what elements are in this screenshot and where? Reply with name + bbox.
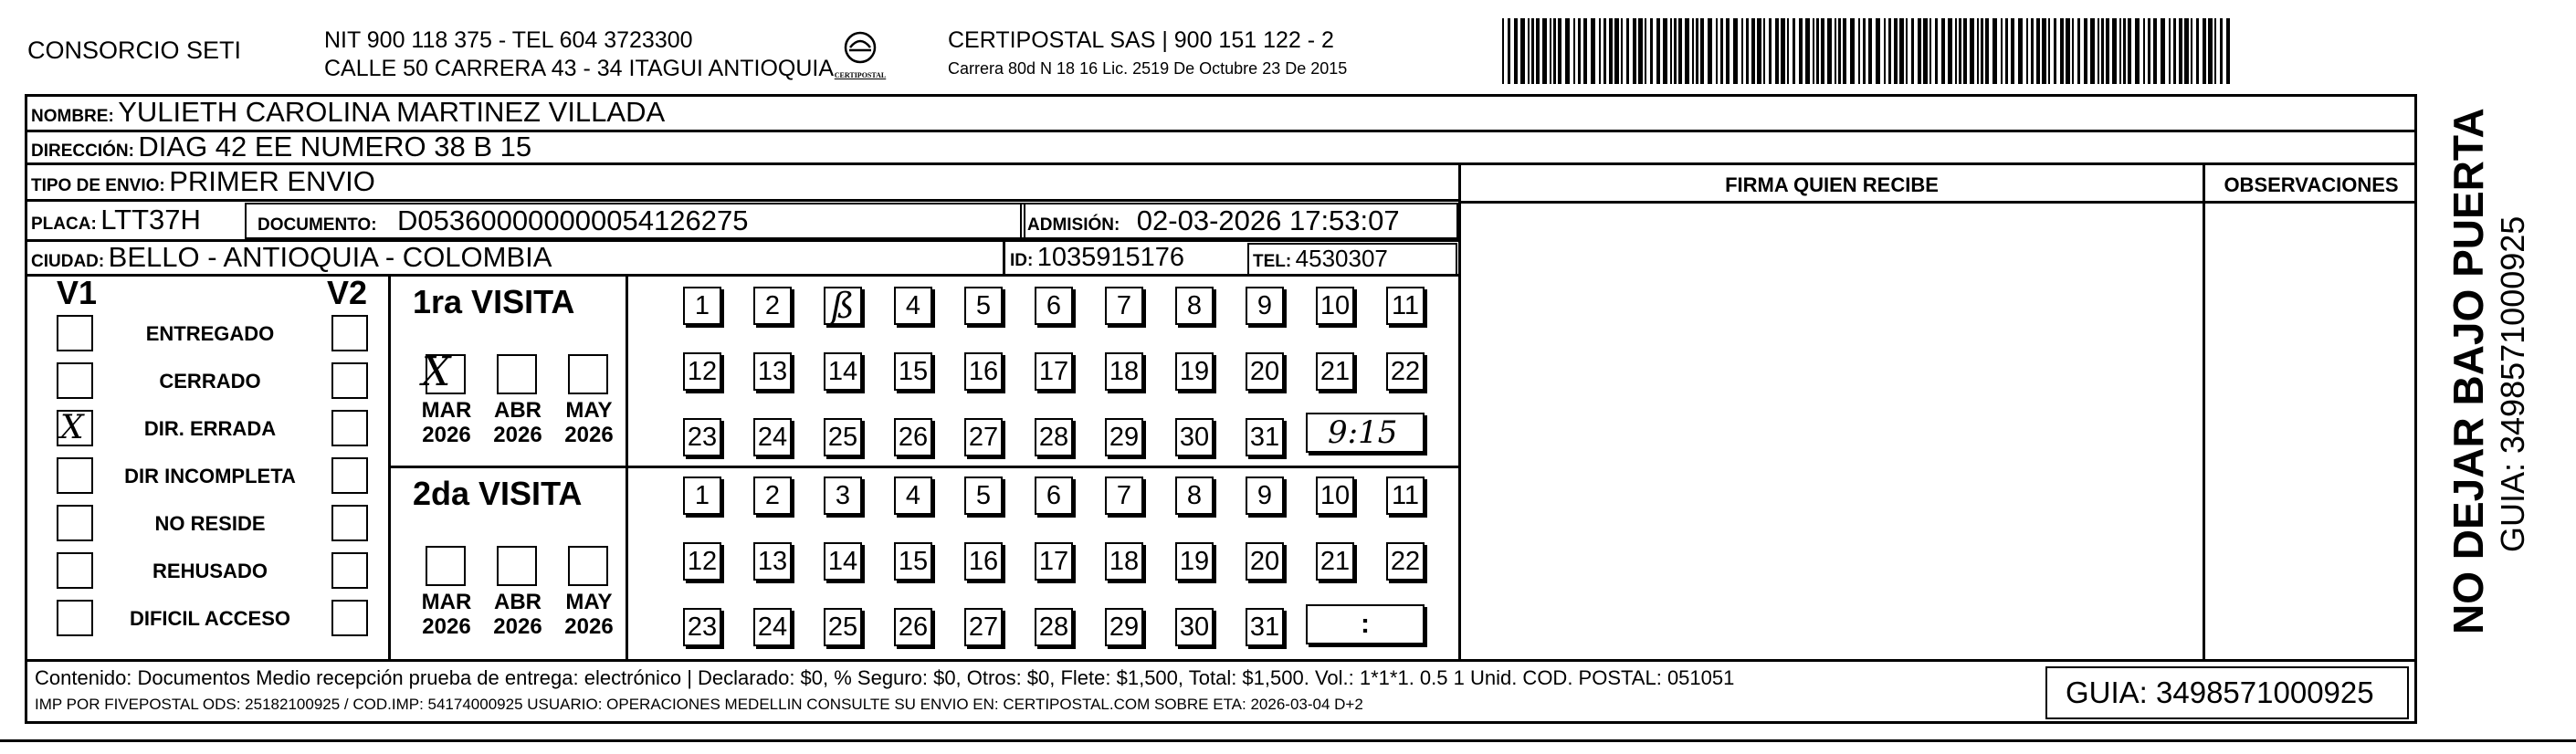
status-label: DIFICIL ACCESO <box>129 607 290 630</box>
direccion-value: DIAG 42 EE NUMERO 38 B 15 <box>138 131 532 162</box>
visit2-time-box <box>1306 604 1425 644</box>
documento-cell <box>258 204 748 237</box>
visit2-time: : <box>1361 609 1370 639</box>
visit1-title: 1ra VISITA <box>413 283 575 320</box>
obs-left-border <box>2203 162 2205 659</box>
visit-divider <box>388 466 1458 468</box>
visit2-month-label: MAY 2026 <box>564 590 614 639</box>
id-label: ID: <box>1010 251 1034 270</box>
v1-check-mark: X <box>60 409 84 446</box>
visit2-day-box[interactable]: 28 <box>1035 608 1073 646</box>
v2-checkbox[interactable] <box>331 410 368 446</box>
v2-label: V2 <box>327 274 368 311</box>
visit2-day-box[interactable]: 15 <box>894 542 932 581</box>
v2-checkbox[interactable] <box>331 457 368 494</box>
visit1-month-check: X <box>422 349 451 395</box>
visit1-day-box[interactable]: 29 <box>1105 418 1143 456</box>
visit1-day-box[interactable]: 31 <box>1246 418 1284 456</box>
status-label: DIR. ERRADA <box>143 417 277 440</box>
visit1-day-box[interactable]: 2 <box>753 287 792 325</box>
company-name: CONSORCIO SETI <box>27 37 242 64</box>
visit1-month-box[interactable] <box>568 354 608 394</box>
status-label: CERRADO <box>159 370 261 393</box>
visit1-day-box[interactable]: 7 <box>1105 287 1143 325</box>
visit1-day-box[interactable]: 23 <box>683 418 721 456</box>
documento-label: DOCUMENTO: <box>258 215 377 235</box>
visit2-day-box[interactable]: 8 <box>1175 476 1214 515</box>
visit2-day-box[interactable]: 24 <box>753 608 792 646</box>
visit2-day-box[interactable]: 30 <box>1175 608 1214 646</box>
certipostal-line2: Carrera 80d N 18 16 Lic. 2519 De Octubre 23 De 2015 <box>948 59 1348 78</box>
visit2-month-box[interactable] <box>568 546 608 586</box>
v1-checkbox[interactable] <box>57 600 93 636</box>
visit1-month-label: MAY 2026 <box>564 398 614 447</box>
v1-checkbox[interactable] <box>57 505 93 541</box>
visit1-day-box[interactable]: 19 <box>1175 352 1214 391</box>
direccion-label: DIRECCIÓN: <box>31 141 134 161</box>
nombre-label: NOMBRE: <box>31 107 114 126</box>
firma-header: FIRMA QUIEN RECIBE <box>1725 173 1939 196</box>
tel-cell <box>1253 245 1388 273</box>
visit1-day-box[interactable]: 12 <box>683 352 721 391</box>
v2-checkbox[interactable] <box>331 315 368 351</box>
row-line <box>25 274 1458 277</box>
observaciones-header: OBSERVACIONES <box>2224 173 2399 196</box>
visit-month-divider <box>626 274 628 659</box>
visit1-time-box <box>1306 413 1425 453</box>
visit2-day-box[interactable]: 16 <box>964 542 1003 581</box>
id-divider <box>1003 239 1005 274</box>
status-label: NO RESIDE <box>154 512 266 535</box>
visit2-day-box[interactable]: 20 <box>1246 542 1284 581</box>
visit2-day-box[interactable]: 29 <box>1105 608 1143 646</box>
firma-left-border <box>1458 162 1461 659</box>
visit1-day-box[interactable]: 10 <box>1316 287 1354 325</box>
admision-cell <box>1027 204 1400 237</box>
visit2-day-box[interactable]: 3 <box>824 476 862 515</box>
certipostal-logo <box>833 27 888 84</box>
certipostal-line1: CERTIPOSTAL SAS | 900 151 122 - 2 <box>948 27 1334 53</box>
visit1-day-box[interactable]: 15 <box>894 352 932 391</box>
visit2-day-box[interactable]: 6 <box>1035 476 1073 515</box>
visit1-day-box[interactable]: 8 <box>1175 287 1214 325</box>
nit-line: NIT 900 118 375 - TEL 604 3723300 <box>324 27 693 53</box>
visit1-day-box[interactable]: 16 <box>964 352 1003 391</box>
visit1-day-box[interactable]: 25 <box>824 418 862 456</box>
visit1-day-box[interactable]: 9 <box>1246 287 1284 325</box>
footer-guia: GUIA: 3498571000925 <box>2066 675 2374 709</box>
visit1-day-box[interactable]: 5 <box>964 287 1003 325</box>
visit1-day-box[interactable]: 21 <box>1316 352 1354 391</box>
visit1-day-box[interactable]: 27 <box>964 418 1003 456</box>
v2-checkbox[interactable] <box>331 362 368 399</box>
direccion-row <box>31 131 531 163</box>
visit1-day-box[interactable]: 11 <box>1386 287 1425 325</box>
v1-checkbox[interactable] <box>57 362 93 399</box>
nombre-row <box>31 96 665 129</box>
visit2-month-box[interactable] <box>497 546 537 586</box>
ciudad-cell <box>31 241 552 274</box>
visit2-day-box[interactable]: 11 <box>1386 476 1425 515</box>
nombre-value: YULIETH CAROLINA MARTINEZ VILLADA <box>118 96 666 128</box>
visit2-day-box[interactable]: 2 <box>753 476 792 515</box>
visit2-day-box[interactable]: 9 <box>1246 476 1284 515</box>
placa-value: LTT37H <box>100 204 201 236</box>
visit2-day-box[interactable]: 21 <box>1316 542 1354 581</box>
logo-text: CERTIPOSTAL <box>834 71 887 79</box>
admision-value: 02-03-2026 17:53:07 <box>1136 204 1400 236</box>
visit2-month-label: ABR 2026 <box>493 590 542 639</box>
visit1-month-box[interactable] <box>497 354 537 394</box>
status-label: REHUSADO <box>152 560 268 582</box>
visit2-day-box[interactable]: 1 <box>683 476 721 515</box>
side-warning: NO DEJAR BAJO PUERTA <box>2445 108 2492 634</box>
visit1-day-box[interactable]: 26 <box>894 418 932 456</box>
visit2-day-box[interactable]: 26 <box>894 608 932 646</box>
visit2-day-box[interactable]: 4 <box>894 476 932 515</box>
tipo-row <box>31 165 375 198</box>
visit1-time: 9:15 <box>1328 414 1398 451</box>
visit1-day-box[interactable]: 18 <box>1105 352 1143 391</box>
address-line: CALLE 50 CARRERA 43 - 34 ITAGUI ANTIOQUIA <box>324 56 835 81</box>
visit2-day-box[interactable]: 25 <box>824 608 862 646</box>
visit2-title: 2da VISITA <box>413 475 583 512</box>
v2-checkbox[interactable] <box>331 600 368 636</box>
documento-value: D053600000000054126275 <box>397 204 749 236</box>
row-line <box>25 659 2417 662</box>
id-value: 1035915176 <box>1036 243 1185 272</box>
status-label: DIR INCOMPLETA <box>124 465 296 487</box>
v1-checkbox[interactable] <box>57 457 93 494</box>
footer-line1: Contenido: Documentos Medio recepción prueba de entrega: electrónico | Declarado: $0, % Seguro: $0, Otros: $0, Flete: $1,500, Total: $1,500. Vol.: 1*1*1. 0.5 1 Unid. COD. POSTAL: 051051 <box>35 666 1735 689</box>
v2-checkbox[interactable] <box>331 505 368 541</box>
placa-cell <box>31 204 201 236</box>
visit1-day-box[interactable]: 30 <box>1175 418 1214 456</box>
status-label: ENTREGADO <box>145 322 275 345</box>
visit1-day-box[interactable]: 24 <box>753 418 792 456</box>
row-line <box>25 199 1458 202</box>
v1-checkbox[interactable] <box>57 552 93 589</box>
visit2-day-box[interactable]: 27 <box>964 608 1003 646</box>
visit1-day-box[interactable]: 17 <box>1035 352 1073 391</box>
barcode <box>1502 18 2233 84</box>
visit2-day-box[interactable]: 22 <box>1386 542 1425 581</box>
tel-value: 4530307 <box>1295 245 1388 272</box>
visit2-month-box[interactable] <box>426 546 466 586</box>
v1-checkbox[interactable] <box>57 315 93 351</box>
visit2-day-box[interactable]: 31 <box>1246 608 1284 646</box>
visit2-day-box[interactable]: 7 <box>1105 476 1143 515</box>
ciudad-value: BELLO - ANTIOQUIA - COLOMBIA <box>108 241 552 273</box>
visit1-day-box[interactable]: 13 <box>753 352 792 391</box>
visit2-day-box[interactable]: 12 <box>683 542 721 581</box>
visit1-day-box[interactable]: 6 <box>1035 287 1073 325</box>
tipo-label: TIPO DE ENVIO: <box>31 176 165 195</box>
visit2-day-box[interactable]: 17 <box>1035 542 1073 581</box>
visit1-day-box[interactable]: 28 <box>1035 418 1073 456</box>
placa-label: PLACA: <box>31 215 97 234</box>
v1-label: V1 <box>57 274 98 311</box>
visit1-day-box[interactable]: 14 <box>824 352 862 391</box>
visit2-day-box[interactable]: 13 <box>753 542 792 581</box>
visit2-day-box[interactable]: 19 <box>1175 542 1214 581</box>
visit1-day-box[interactable]: 20 <box>1246 352 1284 391</box>
footer-line2: IMP POR FIVEPOSTAL ODS: 25182100925 / COD.IMP: 54174000925 USUARIO: OPERACIONES MEDELLIN CONSULTE SU ENVIO EN: CERTIPOSTAL.COM SOBRE ETA: 2026-03-04 D+2 <box>35 696 1363 713</box>
admision-label: ADMISIÓN: <box>1027 215 1120 235</box>
firma-header-line <box>1458 201 2417 204</box>
visit2-day-box[interactable]: 14 <box>824 542 862 581</box>
side-guia: GUIA: 3498571000925 <box>2494 215 2531 552</box>
tipo-value: PRIMER ENVIO <box>169 165 375 197</box>
visit1-day-box[interactable]: 22 <box>1386 352 1425 391</box>
visit2-day-box[interactable]: 10 <box>1316 476 1354 515</box>
visit2-month-label: MAR 2026 <box>421 590 472 639</box>
visit1-month-label: MAR 2026 <box>421 398 472 447</box>
bottom-rule <box>0 739 2576 742</box>
visit1-day-box[interactable]: 1 <box>683 287 721 325</box>
visit1-month-label: ABR 2026 <box>493 398 542 447</box>
v2-checkbox[interactable] <box>331 552 368 589</box>
tel-label: TEL: <box>1253 252 1292 271</box>
visit1-day-box[interactable]: ß <box>824 287 862 325</box>
visit1-day-box[interactable]: 4 <box>894 287 932 325</box>
id-cell <box>1010 243 1184 273</box>
visit2-day-box[interactable]: 18 <box>1105 542 1143 581</box>
visit2-day-box[interactable]: 23 <box>683 608 721 646</box>
ciudad-label: CIUDAD: <box>31 252 105 271</box>
visit2-day-box[interactable]: 5 <box>964 476 1003 515</box>
